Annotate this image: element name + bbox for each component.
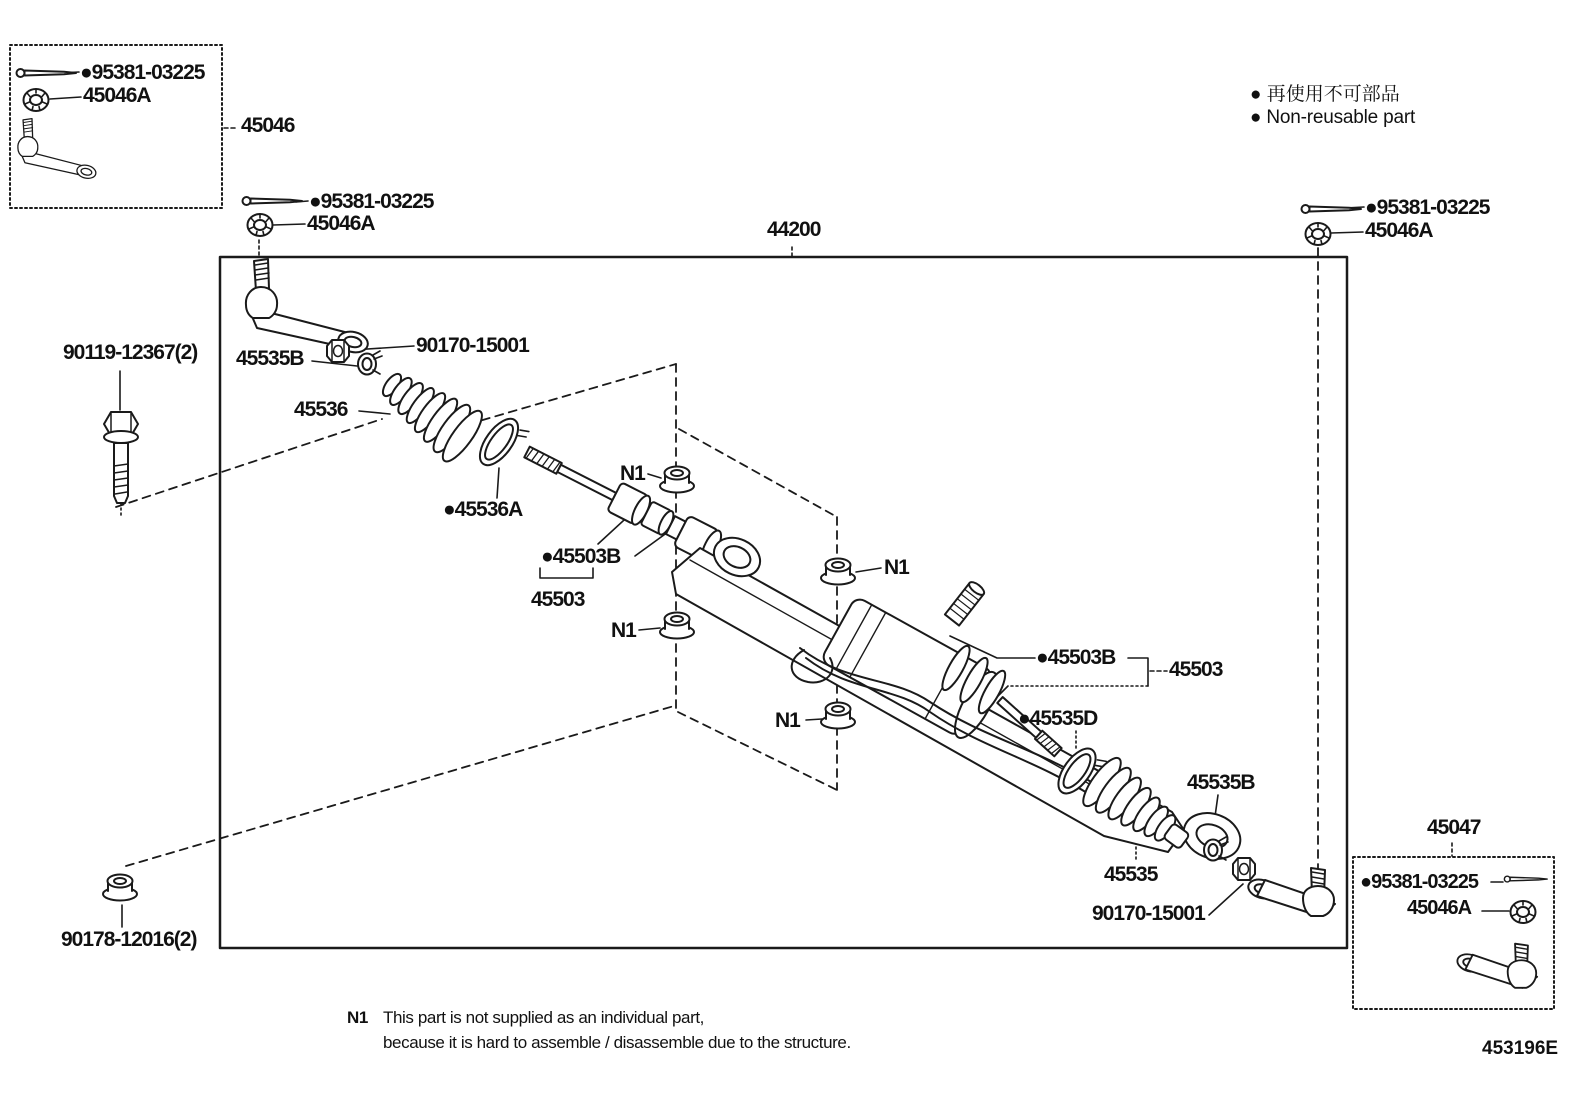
part-label-45503B: ●45503B bbox=[541, 545, 621, 568]
note-line-2: because it is hard to assemble / disassemble due to the structure. bbox=[383, 1033, 851, 1052]
assembly-label-44200: 44200 bbox=[767, 218, 821, 241]
part-label-95381-03225: ●95381-03225 bbox=[309, 190, 434, 213]
part-label-45503: 45503 bbox=[1169, 658, 1223, 681]
part-label-95381-03225: ●95381-03225 bbox=[1360, 871, 1478, 893]
lock-nut-drawing bbox=[327, 340, 349, 362]
diagram-code: 453196E bbox=[1482, 1038, 1559, 1059]
tie-rod-end-drawing bbox=[18, 119, 97, 181]
castle-nut-drawing bbox=[24, 89, 49, 111]
part-label-45046A: 45046A bbox=[1407, 897, 1472, 919]
tie-rod-end-drawing bbox=[246, 259, 370, 355]
n1-label: N1 bbox=[620, 462, 645, 485]
part-label-45046: 45046 bbox=[241, 114, 295, 137]
part-label-45536A: ●45536A bbox=[443, 498, 523, 521]
part-label-90170-15001: 90170-15001 bbox=[416, 334, 529, 357]
part-label-45535B: 45535B bbox=[236, 347, 304, 370]
grommet-drawing bbox=[660, 613, 694, 639]
part-label-95381-03225: ●95381-03225 bbox=[1365, 196, 1490, 219]
part-label-90178-12016: 90178-12016(2) bbox=[61, 928, 197, 951]
legend-non-reusable-en: ● Non-reusable part bbox=[1250, 107, 1416, 128]
part-label-45536: 45536 bbox=[294, 398, 348, 421]
part-label-95381-03225: ●95381-03225 bbox=[80, 61, 205, 84]
legend-non-reusable-jp: ● 再使用不可部品 bbox=[1250, 84, 1400, 105]
steering-boot-drawing bbox=[369, 357, 488, 467]
grommet-drawing bbox=[821, 559, 855, 585]
castle-nut-drawing bbox=[1306, 223, 1331, 245]
cotter-pin-drawing bbox=[17, 69, 77, 77]
grommet-drawing bbox=[821, 703, 855, 729]
part-label-45046A: 45046A bbox=[1365, 219, 1433, 242]
part-label-45503: 45503 bbox=[531, 588, 585, 611]
grommet-drawing bbox=[660, 467, 694, 493]
part-label-90170-15001: 90170-15001 bbox=[1092, 902, 1205, 925]
part-label-45047: 45047 bbox=[1427, 816, 1481, 839]
n1-label: N1 bbox=[884, 556, 909, 579]
part-label-45535D: ●45535D bbox=[1018, 707, 1098, 730]
part-label-90119-12367: 90119-12367(2) bbox=[63, 341, 198, 364]
note-n1-tag: N1 bbox=[347, 1008, 368, 1027]
tie-rod-end-drawing bbox=[1246, 868, 1335, 916]
boot-clamp-drawing bbox=[358, 351, 382, 375]
lock-nut-drawing bbox=[1233, 858, 1255, 880]
part-label-45535B: 45535B bbox=[1187, 771, 1255, 794]
part-label-45503B: ●45503B bbox=[1036, 646, 1116, 669]
n1-label: N1 bbox=[611, 619, 636, 642]
tie-rod-end-drawing bbox=[1455, 944, 1537, 988]
castle-nut-drawing bbox=[248, 214, 273, 236]
castle-nut-drawing bbox=[1511, 901, 1536, 923]
n1-label: N1 bbox=[775, 709, 800, 732]
grommet-drawing bbox=[103, 875, 137, 901]
cotter-pin-drawing bbox=[1302, 205, 1362, 213]
cotter-pin-drawing bbox=[243, 197, 303, 205]
part-label-45046A: 45046A bbox=[83, 84, 151, 107]
mounting-bolt-drawing bbox=[104, 412, 138, 503]
cotter-pin-drawing bbox=[1504, 876, 1547, 882]
part-label-45046A: 45046A bbox=[307, 212, 375, 235]
part-label-45535: 45535 bbox=[1104, 863, 1158, 886]
note-line-1: This part is not supplied as an individual part, bbox=[383, 1008, 704, 1027]
